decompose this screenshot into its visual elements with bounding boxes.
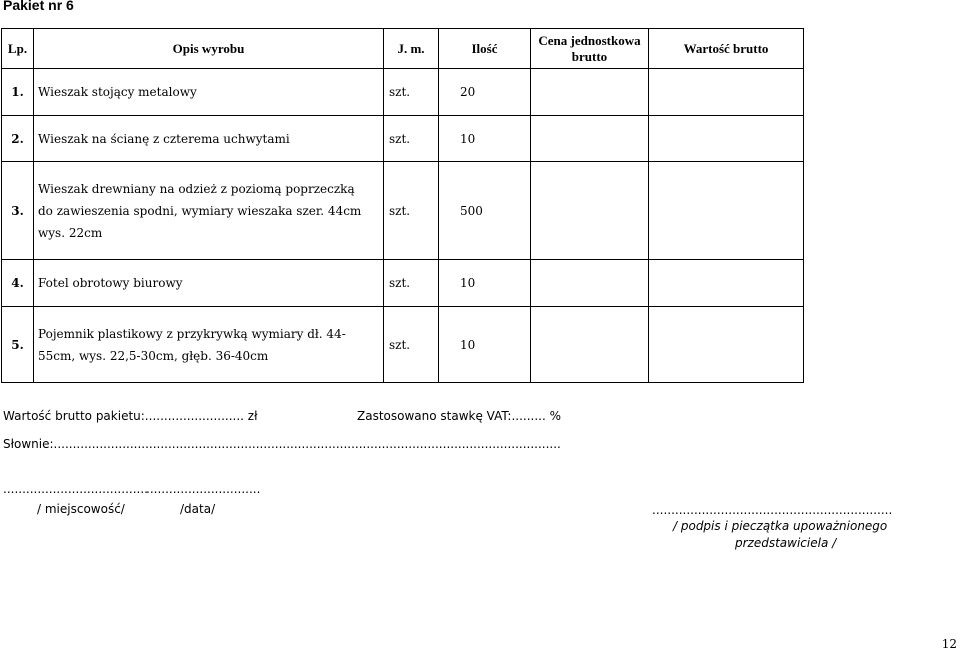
table-row xyxy=(2,260,804,307)
row-unit: szt. xyxy=(384,162,439,260)
page-number: 12 xyxy=(941,637,957,651)
row-unit: szt. xyxy=(384,116,439,162)
row-unit-price[interactable] xyxy=(531,260,649,307)
row-lp: 1. xyxy=(2,69,34,116)
table-row xyxy=(2,69,804,116)
row-name: Wieszak drewniany na odzież z poziomą poprzeczką do zawieszenia spodni, wymiary wieszaka szer. 44cm wys. 22cm xyxy=(34,162,384,260)
row-unit: szt. xyxy=(384,69,439,116)
row-total[interactable] xyxy=(649,69,804,116)
header-unit: J. m. xyxy=(384,29,439,69)
vat-rate-line: Zastosowano stawkę VAT:......... % xyxy=(357,409,561,423)
row-total[interactable] xyxy=(649,162,804,260)
row-unit: szt. xyxy=(384,307,439,383)
order-table xyxy=(1,28,804,383)
table-row xyxy=(2,116,804,162)
header-lp: Lp. xyxy=(2,29,34,69)
row-unit-price[interactable] xyxy=(531,307,649,383)
row-name: Wieszak na ścianę z czterema uchwytami xyxy=(34,116,384,162)
row-lp: 4. xyxy=(2,260,34,307)
row-unit-price[interactable] xyxy=(531,69,649,116)
header-name: Opis wyrobu xyxy=(34,29,384,69)
row-name: Wieszak stojący metalowy xyxy=(34,69,384,116)
row-total[interactable] xyxy=(649,307,804,383)
row-lp: 3. xyxy=(2,162,34,260)
row-lp: 2. xyxy=(2,116,34,162)
table-row xyxy=(2,162,804,260)
row-total[interactable] xyxy=(649,260,804,307)
date-label: /data/ xyxy=(180,502,216,516)
row-qty: 20 xyxy=(439,69,531,116)
row-unit-price[interactable] xyxy=(531,162,649,260)
header-unit-price: Cena jednostkowa brutto xyxy=(531,29,649,69)
package-title: Pakiet nr 6 xyxy=(3,0,74,13)
row-qty: 10 xyxy=(439,307,531,383)
row-lp: 5. xyxy=(2,307,34,383)
place-label: / miejscowość/ xyxy=(37,502,125,516)
signature-dots: ............................................................... xyxy=(652,503,893,517)
package-value-line: Wartość brutto pakietu:.......................... zł xyxy=(3,409,258,423)
signature-label-line1: / podpis i pieczątka upoważnionego xyxy=(673,519,888,533)
row-unit-price[interactable] xyxy=(531,116,649,162)
row-qty: 10 xyxy=(439,116,531,162)
signature-label-line2: przedstawiciela / xyxy=(735,536,837,550)
header-qty: Ilość xyxy=(439,29,531,69)
row-name: Pojemnik plastikowy z przykrywką wymiary dł. 44-55cm, wys. 22,5-30cm, głęb. 36-40cm xyxy=(34,307,384,383)
row-name: Fotel obrotowy biurowy xyxy=(34,260,384,307)
in-words-line: Słownie:..................................................................................................................................... xyxy=(3,437,561,451)
table-row xyxy=(2,307,804,383)
row-unit: szt. xyxy=(384,260,439,307)
header-total: Wartość brutto xyxy=(649,29,804,69)
row-qty: 500 xyxy=(439,162,531,260)
row-total[interactable] xyxy=(649,116,804,162)
date-dots: .............................. xyxy=(146,482,261,496)
table-header-row xyxy=(2,29,804,69)
place-dots: ...................................... xyxy=(3,482,148,496)
row-qty: 10 xyxy=(439,260,531,307)
